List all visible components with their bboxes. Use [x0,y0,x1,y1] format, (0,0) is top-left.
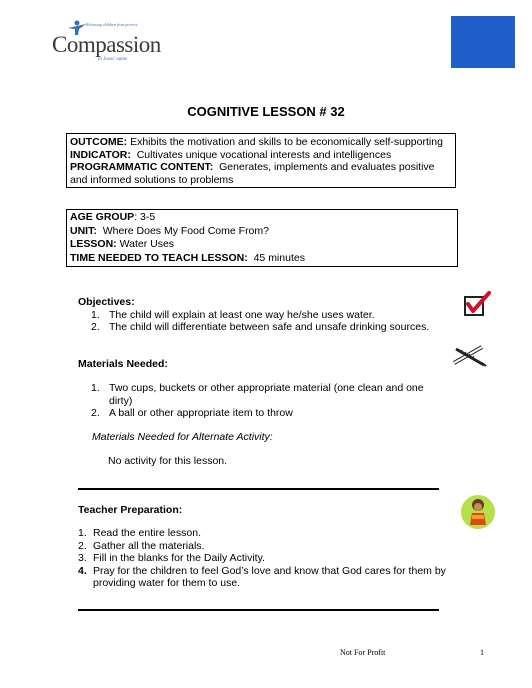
objectives-heading: Objectives: [78,296,135,308]
content-label: PROGRAMMATIC CONTENT: [70,161,214,173]
item-number: 1. [91,382,100,394]
alt-materials-text: No activity for this lesson. [108,455,228,467]
time-label: TIME NEEDED TO TEACH LESSON: [70,251,248,264]
indicator-label: INDICATOR: [70,148,131,161]
alt-materials-heading: Materials Needed for Alternate Activity: [92,431,273,443]
preparation-list [78,527,448,590]
outcome-label: OUTCOME: [70,136,128,148]
lesson-line [70,238,454,252]
outcome-box [66,133,456,188]
materials-section [78,382,448,420]
unit-label: UNIT: [70,224,97,237]
item-number: 2. [78,539,87,552]
unit-line [70,225,454,239]
footer-note: Not For Profit [340,648,386,657]
item-number: 4. [78,564,87,577]
content-line [70,161,452,186]
list-item [78,407,448,420]
materials-heading: Materials Needed: [78,358,168,370]
list-item [78,565,448,590]
item-text: Gather all the materials. [93,539,205,552]
brand-block [451,16,515,68]
indicator-text: Cultivates unique vocational interests and intelligences [136,148,392,161]
list-item [78,527,448,540]
item-number: 3. [78,552,87,564]
item-text: Pray for the children to feel God’s love and know that God cares for them by providing water for them to use. [93,564,446,589]
preparation-section [78,527,448,590]
list-item [78,309,448,322]
list-item [78,552,448,565]
compassion-logo [52,20,172,66]
item-text: The child will explain at least one way he/she uses water. [109,308,375,321]
item-number: 1. [78,527,87,539]
page-number: 1 [480,648,484,657]
item-text: Two cups, buckets or other appropriate material (one clean and one dirty) [109,382,424,407]
outcome-text: Exhibits the motivation and skills to be economically self-supporting [130,136,443,148]
logo-subline: in Jesus' name [98,57,128,62]
divider [78,488,439,490]
materials-list [78,382,448,420]
time-text: 45 minutes [253,251,305,264]
lesson-info-box [66,209,458,267]
time-line [70,252,454,266]
item-number: 1. [91,308,100,321]
outcome-line [70,136,452,149]
item-text: The child will differentiate between safe and unsafe drinking sources. [109,321,430,333]
preparation-heading: Teacher Preparation: [78,504,183,516]
age-group-text: : 3-5 [134,211,156,223]
logo-tagline: Releasing children from poverty [86,22,138,27]
logo-name: Compassion [52,32,161,57]
lesson-label: LESSON: [70,238,117,250]
list-item [78,321,448,334]
age-group-label: AGE GROUP [70,211,135,223]
objectives-list [78,309,448,334]
divider [78,609,439,611]
item-number: 2. [91,321,100,333]
content-text: Generates, implements and evaluates positive and informed solutions to problems [70,161,435,186]
indicator-line [70,149,452,162]
list-item [78,540,448,553]
age-group-line [70,211,454,225]
checkbox-icon [463,290,491,318]
item-text: Fill in the blanks for the Daily Activity. [93,552,265,564]
list-item [78,382,448,407]
page-title: COGNITIVE LESSON # 32 [187,104,345,119]
objectives-section [78,296,448,334]
item-text: Read the entire lesson. [93,527,201,539]
pencil-ruler-icon [452,343,488,367]
item-number: 2. [91,407,100,419]
child-clipart-icon [460,494,496,530]
unit-text: Where Does My Food Come From? [102,224,269,237]
lesson-text: Water Uses [119,238,175,250]
item-text: A ball or other appropriate item to throw [109,407,293,419]
